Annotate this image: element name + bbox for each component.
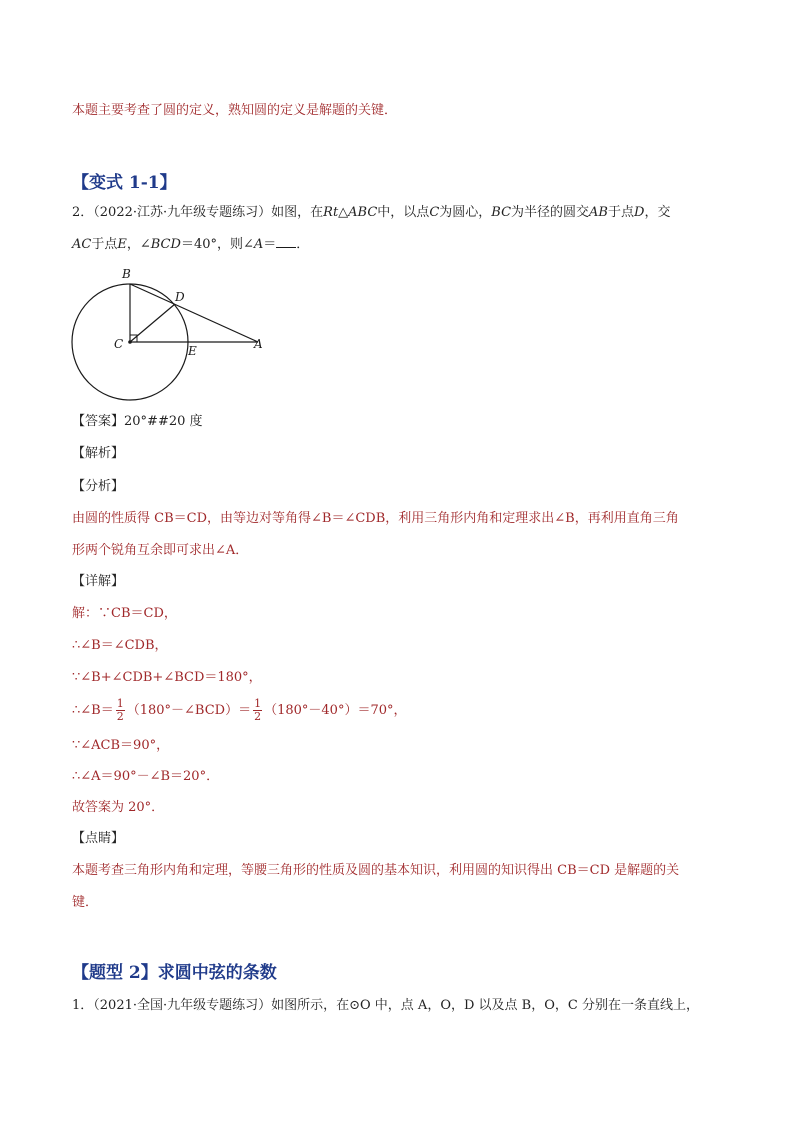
type2-heading: 【题型 2】求圆中弦的条数 — [72, 963, 277, 983]
fraction-denominator: 2 — [116, 710, 124, 723]
fenxi-line-1: 由圆的性质得 CB＝CD，由等边对等角得∠B＝∠CDB，利用三角形内角和定理求出∠B，再利用直角三角 — [72, 511, 679, 526]
segment-ac: AC — [72, 237, 92, 252]
fenxi-label: 【分析】 — [72, 479, 125, 494]
label-e: E — [188, 344, 197, 358]
segment-ab: AB — [589, 205, 608, 220]
problem-text: 中，以点 — [377, 205, 430, 220]
point-e: E — [117, 237, 127, 252]
problem-text: 于点 — [91, 237, 118, 252]
answer-label: 【答案】 — [72, 414, 125, 429]
detail-text: ∴∠B＝ — [72, 703, 114, 718]
answer-line — [72, 412, 203, 432]
detail-line-5: ∵∠ACB＝90°， — [72, 738, 170, 753]
detail-line-1: 解：∵CB＝CD， — [72, 606, 177, 621]
detail-label: 【详解】 — [72, 574, 125, 589]
problem-number: 2． — [72, 205, 94, 220]
detail-text: （180°－∠BCD）＝ — [126, 703, 252, 718]
answer-value: 20°##20 度 — [124, 414, 203, 429]
label-d: D — [175, 290, 185, 304]
problem-text: 于点 — [608, 205, 635, 220]
center-dot — [128, 340, 132, 344]
detail-line-6: ∴∠A＝90°－∠B＝20°． — [72, 769, 220, 784]
fenxi-line-2: 形两个锐角互余即可求出∠A． — [72, 543, 249, 558]
fraction-half — [116, 698, 125, 723]
detail-line-7: 故答案为 20°． — [72, 800, 165, 815]
geometry-figure — [60, 262, 280, 412]
problem-text: 为圆心， — [439, 205, 492, 220]
dianjing-line-2: 键． — [72, 895, 99, 910]
fraction-half — [253, 698, 262, 723]
problem-text: ＝ — [263, 237, 277, 252]
detail-line-2: ∴∠B＝∠CDB， — [72, 638, 168, 653]
problem-text: ＝40°，则 — [180, 237, 243, 252]
problem-text: ，交 — [644, 205, 671, 220]
dianjing-line-1: 本题考查三角形内角和定理，等腰三角形的性质及圆的基本知识，利用圆的知识得出 CB＝CD 是解题的关 — [72, 863, 680, 878]
problem-line-2 — [72, 235, 309, 255]
analysis-label: 【解析】 — [72, 446, 125, 461]
problem-text: ． — [296, 237, 310, 252]
detail-line-3: ∵∠B+∠CDB+∠BCD＝180°， — [72, 670, 262, 685]
segment-ba-line — [130, 284, 258, 342]
triangle-name: Rt△ABC — [323, 205, 378, 220]
point-d: D — [634, 205, 645, 220]
problem-text: 如图，在 — [271, 205, 324, 220]
detail-text: （180°－40°）＝70°， — [264, 703, 407, 718]
dianjing-label: 【点睛】 — [72, 831, 125, 846]
problem-source: （2022·江苏·九年级专题练习） — [93, 205, 272, 220]
point-c: C — [429, 205, 440, 220]
detail-line-4 — [72, 698, 407, 723]
problem-text: ， — [126, 237, 140, 252]
fraction-denominator: 2 — [254, 710, 262, 723]
angle-bcd: ∠BCD — [139, 237, 181, 252]
fraction-numerator: 1 — [254, 697, 262, 710]
label-a: A — [254, 337, 263, 351]
segment-bc: BC — [491, 205, 512, 220]
answer-blank — [276, 235, 296, 248]
label-c: C — [114, 337, 124, 351]
problem2-line-1: 1．（2021·全国·九年级专题练习）如图所示，在⊙O 中，点 A，O，D 以及点 B，O，C 分别在一条直线上， — [72, 998, 699, 1013]
problem-text: 为半径的圆交 — [511, 205, 590, 220]
label-b: B — [122, 267, 131, 281]
variant-heading: 【变式 1-1】 — [72, 173, 177, 193]
angle-a: ∠A — [242, 237, 264, 252]
problem-line-1 — [72, 203, 670, 223]
previous-summary: 本题主要考查了圆的定义，熟知圆的定义是解题的关键． — [72, 103, 398, 118]
fraction-numerator: 1 — [116, 697, 124, 710]
